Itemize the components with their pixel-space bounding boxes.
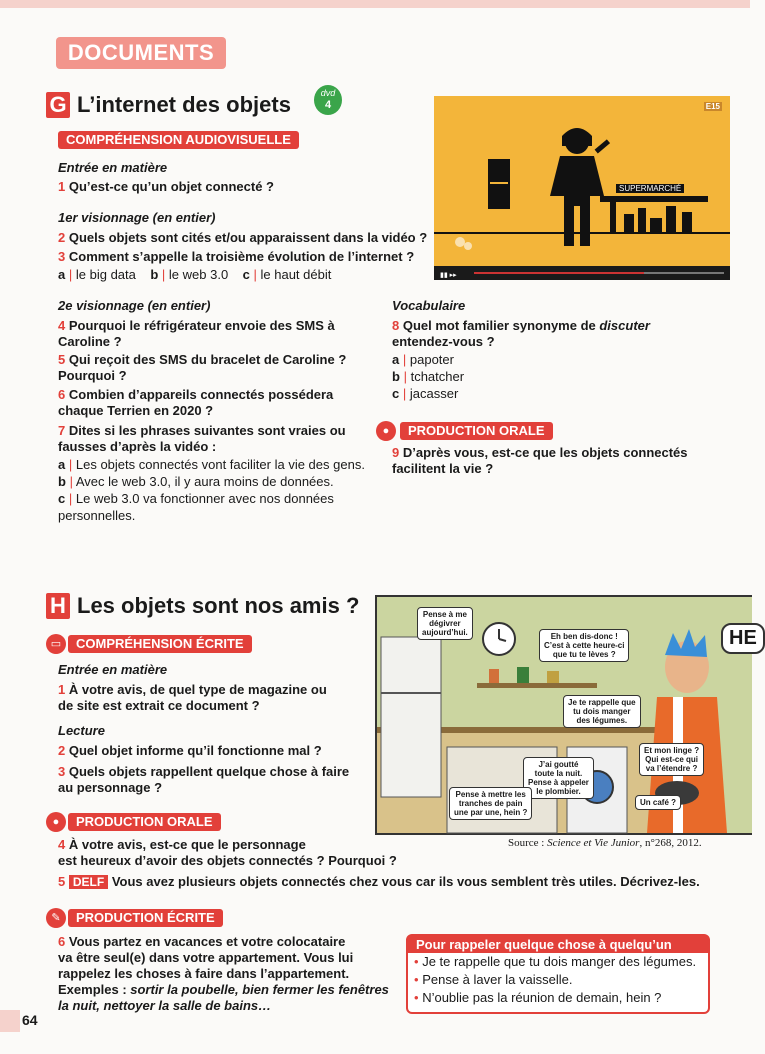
g-q8-text-a: Quel mot familier synonyme de: [402, 318, 600, 333]
comic-text: va l’étendre ?: [645, 764, 698, 773]
comic-text: le plombier.: [536, 787, 581, 796]
video-illustration: [434, 96, 730, 280]
g-q7-num: 7: [58, 423, 66, 438]
g-q8-cont: entendez-vous ?: [392, 334, 495, 349]
h-q1-num: 1: [58, 682, 66, 697]
g-q7-option-a: a | Les objets connectés vont faciliter la vie des gens.: [58, 457, 365, 472]
g-q7-option-c-cont: personnelles.: [58, 508, 136, 523]
h-q6-l5: la nuit, nettoyer la salle de bains…: [58, 998, 272, 1013]
comic-text: Eh ben dis-donc !: [550, 632, 618, 641]
g-q6-text: Combien d’appareils connectés possédera: [68, 387, 334, 402]
svg-text:▮▮ ▸▸: ▮▮ ▸▸: [440, 272, 457, 279]
dvd-badge: [314, 85, 342, 115]
dvd-number: 4: [324, 99, 332, 111]
g-q9: [392, 445, 688, 461]
option-letter: b: [150, 267, 159, 282]
g-prod-orale-label: PRODUCTION ORALE: [400, 422, 553, 440]
g-q7-cont: fausses d’après la vidéo :: [58, 439, 217, 454]
option-text: tchatcher: [410, 369, 465, 384]
comic-bubble-1: [417, 607, 473, 640]
comic-illustration: [375, 595, 757, 835]
section-h-title: Les objets sont nos amis ?: [77, 593, 360, 618]
source-prefix: Source :: [508, 837, 548, 849]
h-q3: [58, 764, 349, 780]
g-visionnage2-heading: 2e visionnage (en entier): [58, 298, 211, 313]
g-q4: [58, 318, 335, 334]
comic-text: C’est à cette heure-ci: [544, 641, 625, 650]
comic-shout: HE: [721, 623, 765, 654]
h-q1: [58, 682, 327, 698]
h-q6-examples-label: Exemples :: [58, 982, 131, 997]
option-letter: b: [58, 474, 66, 489]
g-q8-num: 8: [392, 318, 400, 333]
comic-bubble-3: [563, 695, 641, 728]
g-q4-num: 4: [58, 318, 66, 333]
g-q2-text: Quels objets sont cités et/ou apparaissent dans la vidéo ?: [68, 230, 428, 245]
h-entree-heading: Entrée en matière: [58, 662, 168, 677]
reminder-item: • Pense à laver la vaisselle.: [414, 972, 573, 987]
page-number: 64: [22, 1012, 38, 1028]
h-prod-orale-label: PRODUCTION ORALE: [68, 813, 221, 831]
option-letter: c: [392, 386, 400, 401]
reminder-item: • Je te rappelle que tu dois manger des légumes.: [414, 954, 697, 969]
g-q6: [58, 387, 333, 403]
g-q3-text: Comment s’appelle la troisième évolution de l’internet ?: [68, 249, 415, 264]
option-letter: c: [242, 267, 250, 282]
g-q3-num: 3: [58, 249, 66, 264]
g-q2: [58, 230, 427, 246]
g-q1-num: 1: [58, 179, 66, 194]
source-credit: [508, 835, 702, 851]
option-letter: a: [392, 352, 400, 367]
g-q5-num: 5: [58, 352, 66, 367]
documents-header: DOCUMENTS: [56, 37, 226, 69]
option-text: jacasser: [409, 386, 459, 401]
top-stripe: [0, 0, 750, 8]
g-q8-option-c: c | jacasser: [392, 386, 459, 401]
h-q3-cont: au personnage ?: [58, 780, 163, 795]
g-visionnage1-heading: 1er visionnage (en entier): [58, 210, 216, 225]
reminder-box: [406, 934, 710, 1014]
comic-text: des légumes.: [576, 716, 628, 725]
reminder-item-text: Pense à laver la vaisselle.: [422, 972, 573, 987]
h-q6-examples: sortir la poubelle, bien fermer les fenêtres: [130, 982, 389, 997]
option-text: le haut débit: [260, 267, 332, 282]
g-q8-option-b: b | tchatcher: [392, 369, 465, 384]
h-q3-text: Quels objets rappellent quelque chose à faire: [68, 764, 350, 779]
g-q5: [58, 352, 346, 368]
h-q6-num: 6: [58, 934, 66, 949]
comic-text: tu dois manger: [573, 707, 631, 716]
g-q2-num: 2: [58, 230, 66, 245]
speech-bubble-icon: ●: [46, 812, 66, 832]
delf-badge: DELF: [69, 875, 108, 889]
h-q2-num: 2: [58, 743, 66, 758]
speech-bubble-icon: ●: [376, 421, 396, 441]
option-letter: b: [392, 369, 400, 384]
comp-ecrite-label: COMPRÉHENSION ÉCRITE: [68, 635, 252, 653]
dvd-icon: dvd: [320, 88, 336, 98]
g-entree-heading: Entrée en matière: [58, 160, 168, 175]
reminder-item-text: N’oublie pas la réunion de demain, hein ?: [422, 990, 662, 1005]
g-q8-text-b: discuter: [599, 318, 650, 333]
comic-text: Pense à mettre les: [455, 790, 526, 799]
comic-text: Pense à me: [422, 610, 467, 619]
h-q2: [58, 743, 322, 759]
g-q6-num: 6: [58, 387, 66, 402]
section-g-title: L’internet des objets: [77, 92, 291, 117]
channel-logo: E15: [705, 102, 720, 111]
option-text: Avec le web 3.0, il y aura moins de données.: [75, 474, 334, 489]
g-q7-option-c: c | Le web 3.0 va fonctionner avec nos données: [58, 491, 334, 506]
option-letter: c: [58, 491, 66, 506]
h-q5: [58, 874, 700, 890]
g-q7: [58, 423, 346, 439]
h-q6: [58, 934, 345, 950]
comic-text: J’ai goutté: [538, 760, 579, 769]
g-q7-option-b: b | Avec le web 3.0, il y aura moins de données.: [58, 474, 334, 489]
reminder-item-text: Je te rappelle que tu dois manger des légumes.: [422, 954, 697, 969]
reminder-box-title: Pour rappeler quelque chose à quelqu’un: [408, 936, 708, 953]
h-q4: [58, 837, 306, 853]
g-q9-cont: facilitent la vie ?: [392, 461, 494, 476]
g-q1: [58, 179, 274, 195]
h-q4-num: 4: [58, 837, 66, 852]
page-number-tab: [0, 1010, 20, 1032]
g-q8-option-a: a | papoter: [392, 352, 454, 367]
source-suffix: , n°268, 2012.: [639, 837, 702, 849]
g-q7-text: Dites si les phrases suivantes sont vraies ou: [68, 423, 346, 438]
pencil-icon: ✎: [46, 908, 66, 928]
comic-text: aujourd’hui.: [422, 628, 468, 637]
comic-text: toute la nuit.: [534, 769, 583, 778]
section-h-letter: H: [46, 593, 70, 619]
comic-text: une par une, hein ?: [454, 808, 528, 817]
comic-bubble-7: Un café ?: [635, 795, 681, 810]
source-title: Science et Vie Junior: [547, 837, 640, 849]
option-text: papoter: [409, 352, 454, 367]
g-q6-cont: chaque Terrien en 2020 ?: [58, 403, 214, 418]
h-q5-num: 5: [58, 874, 66, 889]
g-q5-text: Qui reçoit des SMS du bracelet de Caroline ?: [68, 352, 347, 367]
comp-audiovisuelle-label: COMPRÉHENSION AUDIOVISUELLE: [58, 131, 299, 149]
comic-text: Et mon linge ?: [644, 746, 700, 755]
g-q3-options: a | le big data b | le web 3.0 c | le haut débit: [58, 267, 332, 282]
video-player[interactable]: [434, 96, 730, 280]
reminder-item: • N’oublie pas la réunion de demain, hein ?: [414, 990, 662, 1005]
comic-bubble-6: [449, 787, 532, 820]
option-letter: a: [58, 457, 66, 472]
g-q5-cont: Pourquoi ?: [58, 368, 127, 383]
comic-text: dégivrer: [429, 619, 461, 628]
option-text: le web 3.0: [168, 267, 229, 282]
option-text: Les objets connectés vont faciliter la vie des gens.: [75, 457, 365, 472]
h-q6-l4: [58, 982, 389, 998]
comic-bubble-4: [639, 743, 704, 776]
book-icon: ▭: [46, 634, 66, 654]
comic-text: tranches de pain: [458, 799, 523, 808]
h-q1-text: À votre avis, de quel type de magazine ou: [68, 682, 327, 697]
comic-text: Qui est-ce qui: [645, 755, 698, 764]
h-q3-num: 3: [58, 764, 66, 779]
h-q2-text: Quel objet informe qu’il fonctionne mal ?: [68, 743, 322, 758]
g-q1-text: Qu’est-ce qu’un objet connecté ?: [68, 179, 274, 194]
h-q5-text: Vous avez plusieurs objets connectés chez vous car ils vous semblent très utiles. Décrivez-les.: [111, 874, 700, 889]
prod-ecrite-label: PRODUCTION ÉCRITE: [68, 909, 223, 927]
comic-bubble-5: [523, 757, 594, 799]
h-q6-l2: va être seul(e) dans votre appartement. Vous lui: [58, 950, 354, 965]
g-q9-num: 9: [392, 445, 400, 460]
g-q4-text: Pourquoi le réfrigérateur envoie des SMS à: [68, 318, 335, 333]
g-q4-cont: Caroline ?: [58, 334, 122, 349]
h-q1-cont: de site est extrait ce document ?: [58, 698, 260, 713]
option-text: Le web 3.0 va fonctionner avec nos données: [75, 491, 334, 506]
h-q4-cont: est heureux d’avoir des objets connectés ? Pourquoi ?: [58, 853, 397, 868]
option-letter: a: [58, 267, 66, 282]
g-vocab-heading: Vocabulaire: [392, 298, 466, 313]
comic-bubble-2: [539, 629, 629, 662]
h-lecture-heading: Lecture: [58, 723, 105, 738]
h-q6-text: Vous partez en vacances et votre colocataire: [68, 934, 346, 949]
comic-text: que tu te lèves ?: [552, 650, 616, 659]
g-q9-text: D’après vous, est-ce que les objets connectés: [402, 445, 688, 460]
h-q4-text: À votre avis, est-ce que le personnage: [68, 837, 306, 852]
comic-text: Pense à appeler: [528, 778, 589, 787]
section-g-letter: G: [46, 92, 70, 118]
option-text: le big data: [75, 267, 136, 282]
video-shop-sign: SUPERMARCHÉ: [616, 184, 684, 193]
g-q3: [58, 249, 414, 265]
g-q8: [392, 318, 650, 334]
h-q6-l3: rappelez les choses à faire dans l’appartement.: [58, 966, 350, 981]
comic-text: Je te rappelle que: [568, 698, 636, 707]
